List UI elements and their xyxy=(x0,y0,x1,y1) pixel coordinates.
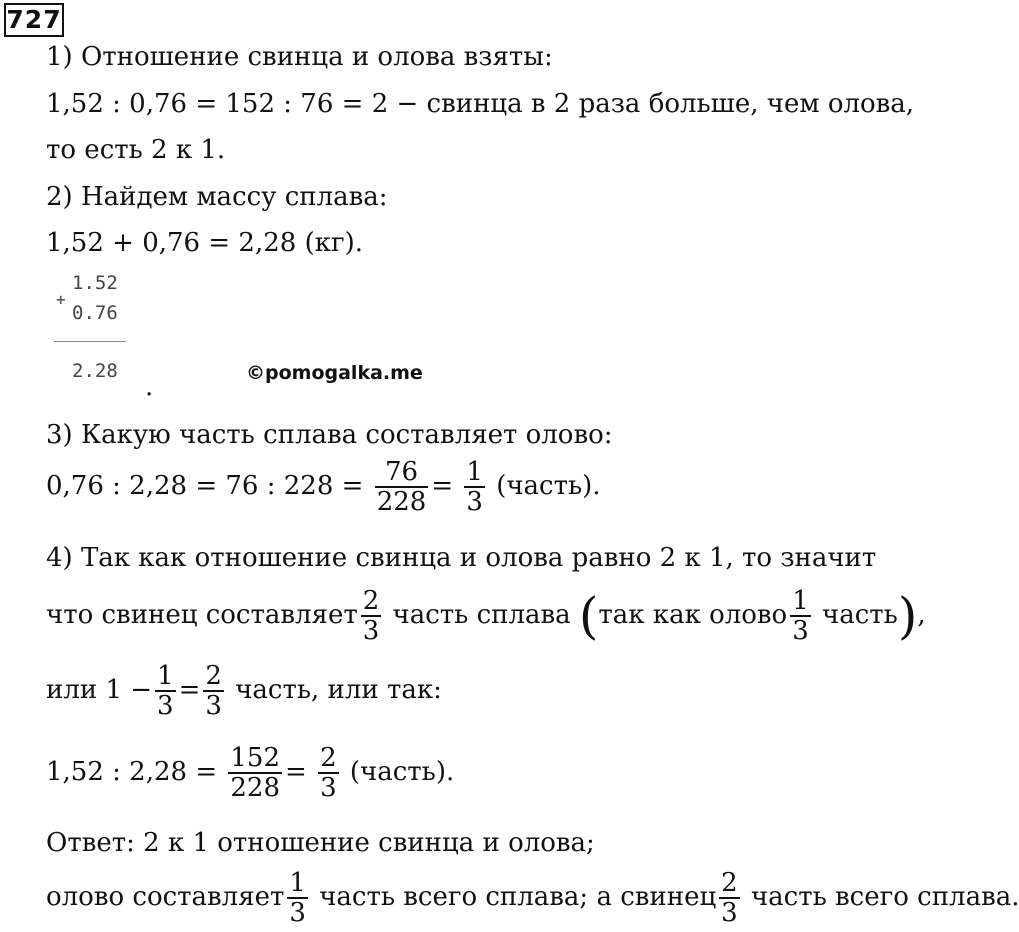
step-1-heading: 1) Отношение свинца и олова взяты: xyxy=(46,42,553,72)
numerator: 2 xyxy=(362,586,380,616)
watermark: ©pomogalka.me xyxy=(246,362,423,384)
eq-prefix: 0,76 : 2,28 = 76 : 228 = xyxy=(46,471,364,501)
equals-sign: = xyxy=(431,471,454,501)
sum-result: 2.28 xyxy=(72,360,118,382)
left-paren: ( xyxy=(578,587,599,645)
plus-sign: + xyxy=(56,290,66,309)
comma: , xyxy=(917,600,926,630)
numerator: 1 xyxy=(289,868,306,898)
sum-line xyxy=(54,341,126,342)
denominator: 3 xyxy=(289,898,306,928)
ratio-conclusion: то есть 2 к 1. xyxy=(46,135,226,165)
fraction xyxy=(228,744,282,802)
numerator: 1 xyxy=(157,661,174,691)
lead-fraction-line xyxy=(46,587,926,645)
fraction xyxy=(790,587,811,645)
text: олово составляет xyxy=(46,882,285,912)
tin-fraction-equation xyxy=(46,458,601,516)
text: часть сплава xyxy=(392,600,571,630)
denominator: 3 xyxy=(362,616,380,646)
text: или 1 − xyxy=(46,675,153,705)
numerator: 1 xyxy=(466,457,483,487)
step-3-heading: 3) Какую часть сплава составляет олово: xyxy=(46,420,613,450)
text: часть xyxy=(822,600,898,630)
denominator: 228 xyxy=(376,487,427,517)
equals-sign: = xyxy=(178,675,201,705)
ratio-equation: 1,52 : 0,76 = 152 : 76 = 2 − свинца в 2 раза больше, чем олова, xyxy=(46,89,915,119)
equals-sign: = xyxy=(285,757,307,787)
step-4-heading: 4) Так как отношение свинца и олова равно 2 к 1, то значит xyxy=(46,543,877,573)
fraction xyxy=(719,869,740,927)
answer-line-1: Ответ: 2 к 1 отношение свинца и олова; xyxy=(46,828,595,858)
step-2-heading: 2) Найдем массу сплава: xyxy=(46,182,388,212)
denominator: 3 xyxy=(792,616,809,646)
text: часть всего сплава. xyxy=(750,882,1019,912)
text: 1,52 : 2,28 = xyxy=(46,757,218,787)
numerator: 2 xyxy=(320,743,337,773)
fraction xyxy=(375,458,429,516)
fraction xyxy=(361,587,382,645)
alternative-line xyxy=(46,662,442,720)
lead-division-line xyxy=(46,744,454,802)
denominator: 3 xyxy=(466,487,483,517)
trailing-dot: . xyxy=(145,372,154,402)
denominator: 3 xyxy=(721,898,738,928)
addend-2: 0.76 xyxy=(72,302,118,324)
denominator: 3 xyxy=(320,773,337,803)
text: что свинец составляет xyxy=(46,600,358,630)
numerator: 2 xyxy=(205,661,222,691)
mass-equation: 1,52 + 0,76 = 2,28 (кг). xyxy=(46,228,363,258)
right-paren: ) xyxy=(897,587,918,645)
text: (часть). xyxy=(349,757,455,787)
problem-number: 727 xyxy=(4,3,64,37)
fraction xyxy=(203,662,224,720)
numerator: 152 xyxy=(230,743,281,773)
denominator: 3 xyxy=(157,691,174,721)
fraction xyxy=(287,869,308,927)
fraction xyxy=(464,458,485,516)
numerator: 1 xyxy=(792,586,809,616)
text: часть, или так: xyxy=(235,675,442,705)
text: так как олово xyxy=(598,600,788,630)
numerator: 2 xyxy=(721,868,738,898)
answer-line-2 xyxy=(46,869,1019,927)
text: часть всего сплава; а свинец xyxy=(319,882,717,912)
numerator: 76 xyxy=(384,457,419,487)
addend-1: 1.52 xyxy=(72,272,118,294)
fraction xyxy=(318,744,339,802)
denominator: 228 xyxy=(230,773,281,803)
fraction xyxy=(155,662,176,720)
denominator: 3 xyxy=(205,691,222,721)
eq-suffix: (часть). xyxy=(496,471,601,501)
